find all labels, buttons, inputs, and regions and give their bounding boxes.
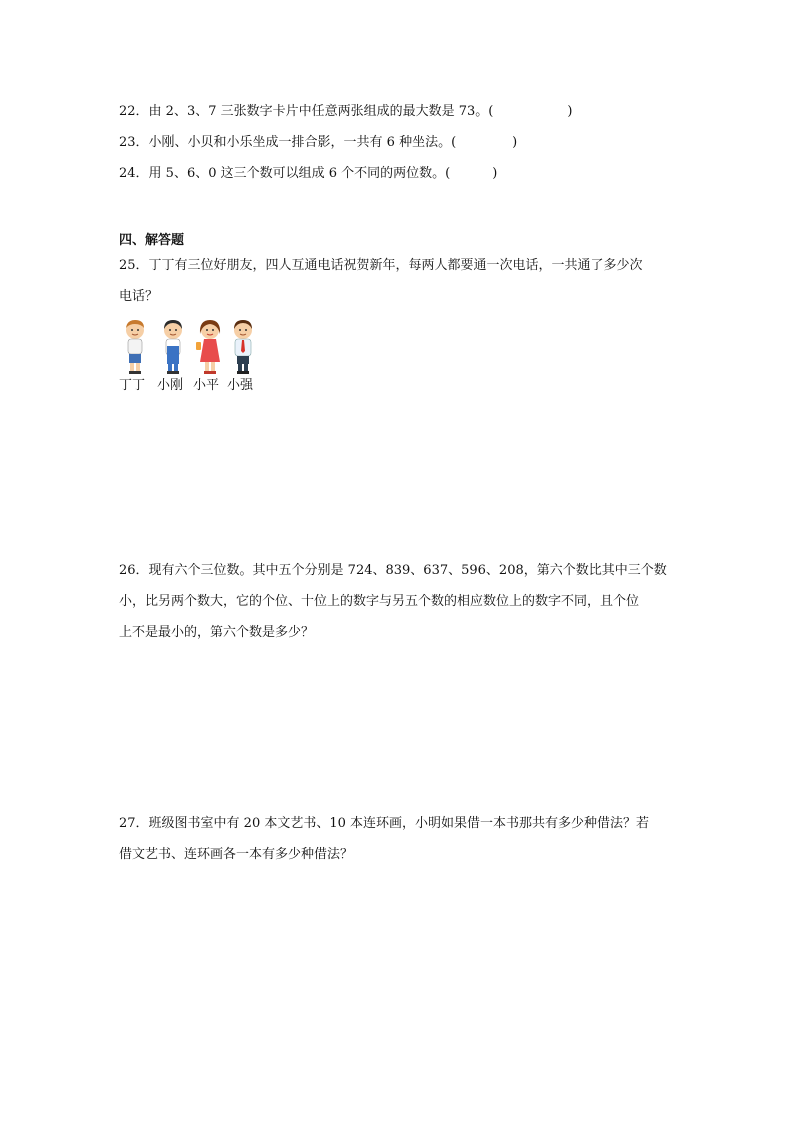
child-name-xiaoping: 小平 <box>193 378 220 393</box>
question-26-line-1: 26．现有六个三位数。其中五个分别是 724、839、637、596、208，第六个数比其中三个数 <box>119 563 667 578</box>
child-xiaoqiang-icon <box>227 318 259 376</box>
question-26-line-3: 上不是最小的，第六个数是多少？ <box>119 625 315 640</box>
question-23-close: ) <box>512 135 518 150</box>
child-dingding-icon <box>119 318 151 376</box>
question-24 <box>119 164 497 184</box>
question-22-close: ) <box>567 104 573 119</box>
child-xiaogang-icon <box>157 318 189 376</box>
child-name-xiaoqiang: 小强 <box>227 378 254 393</box>
question-26-line-2: 小，比另两个数大，它的个位、十位上的数字与另五个数的相应数位上的数字不同，且个位 <box>119 594 640 609</box>
section-title: 四、解答题 <box>119 233 185 248</box>
question-23 <box>119 133 517 153</box>
child-xiaoping-icon <box>194 318 226 376</box>
child-name-xiaogang: 小刚 <box>157 378 184 393</box>
question-27-line-1: 27．班级图书室中有 20 本文艺书、10 本连环画，小明如果借一本书那共有多少种借法？若 <box>119 816 650 831</box>
question-27-line-2: 借文艺书、连环画各一本有多少种借法？ <box>119 847 354 862</box>
question-22 <box>119 102 572 122</box>
children-illustration <box>117 318 267 398</box>
question-24-close: ) <box>492 166 498 181</box>
question-25-line-2: 电话？ <box>119 289 159 304</box>
question-22-text: 22．由 2、3、7 三张数字卡片中任意两张组成的最大数是 73。( <box>119 104 494 119</box>
question-23-text: 23．小刚、小贝和小乐坐成一排合影，一共有 6 种坐法。( <box>119 135 457 150</box>
child-name-dingding: 丁丁 <box>119 378 146 393</box>
question-25-line-1: 25．丁丁有三位好朋友，四人互通电话祝贺新年，每两人都要通一次电话，一共通了多少次 <box>119 258 643 273</box>
question-24-text: 24．用 5、6、0 这三个数可以组成 6 个不同的两位数。( <box>119 166 451 181</box>
